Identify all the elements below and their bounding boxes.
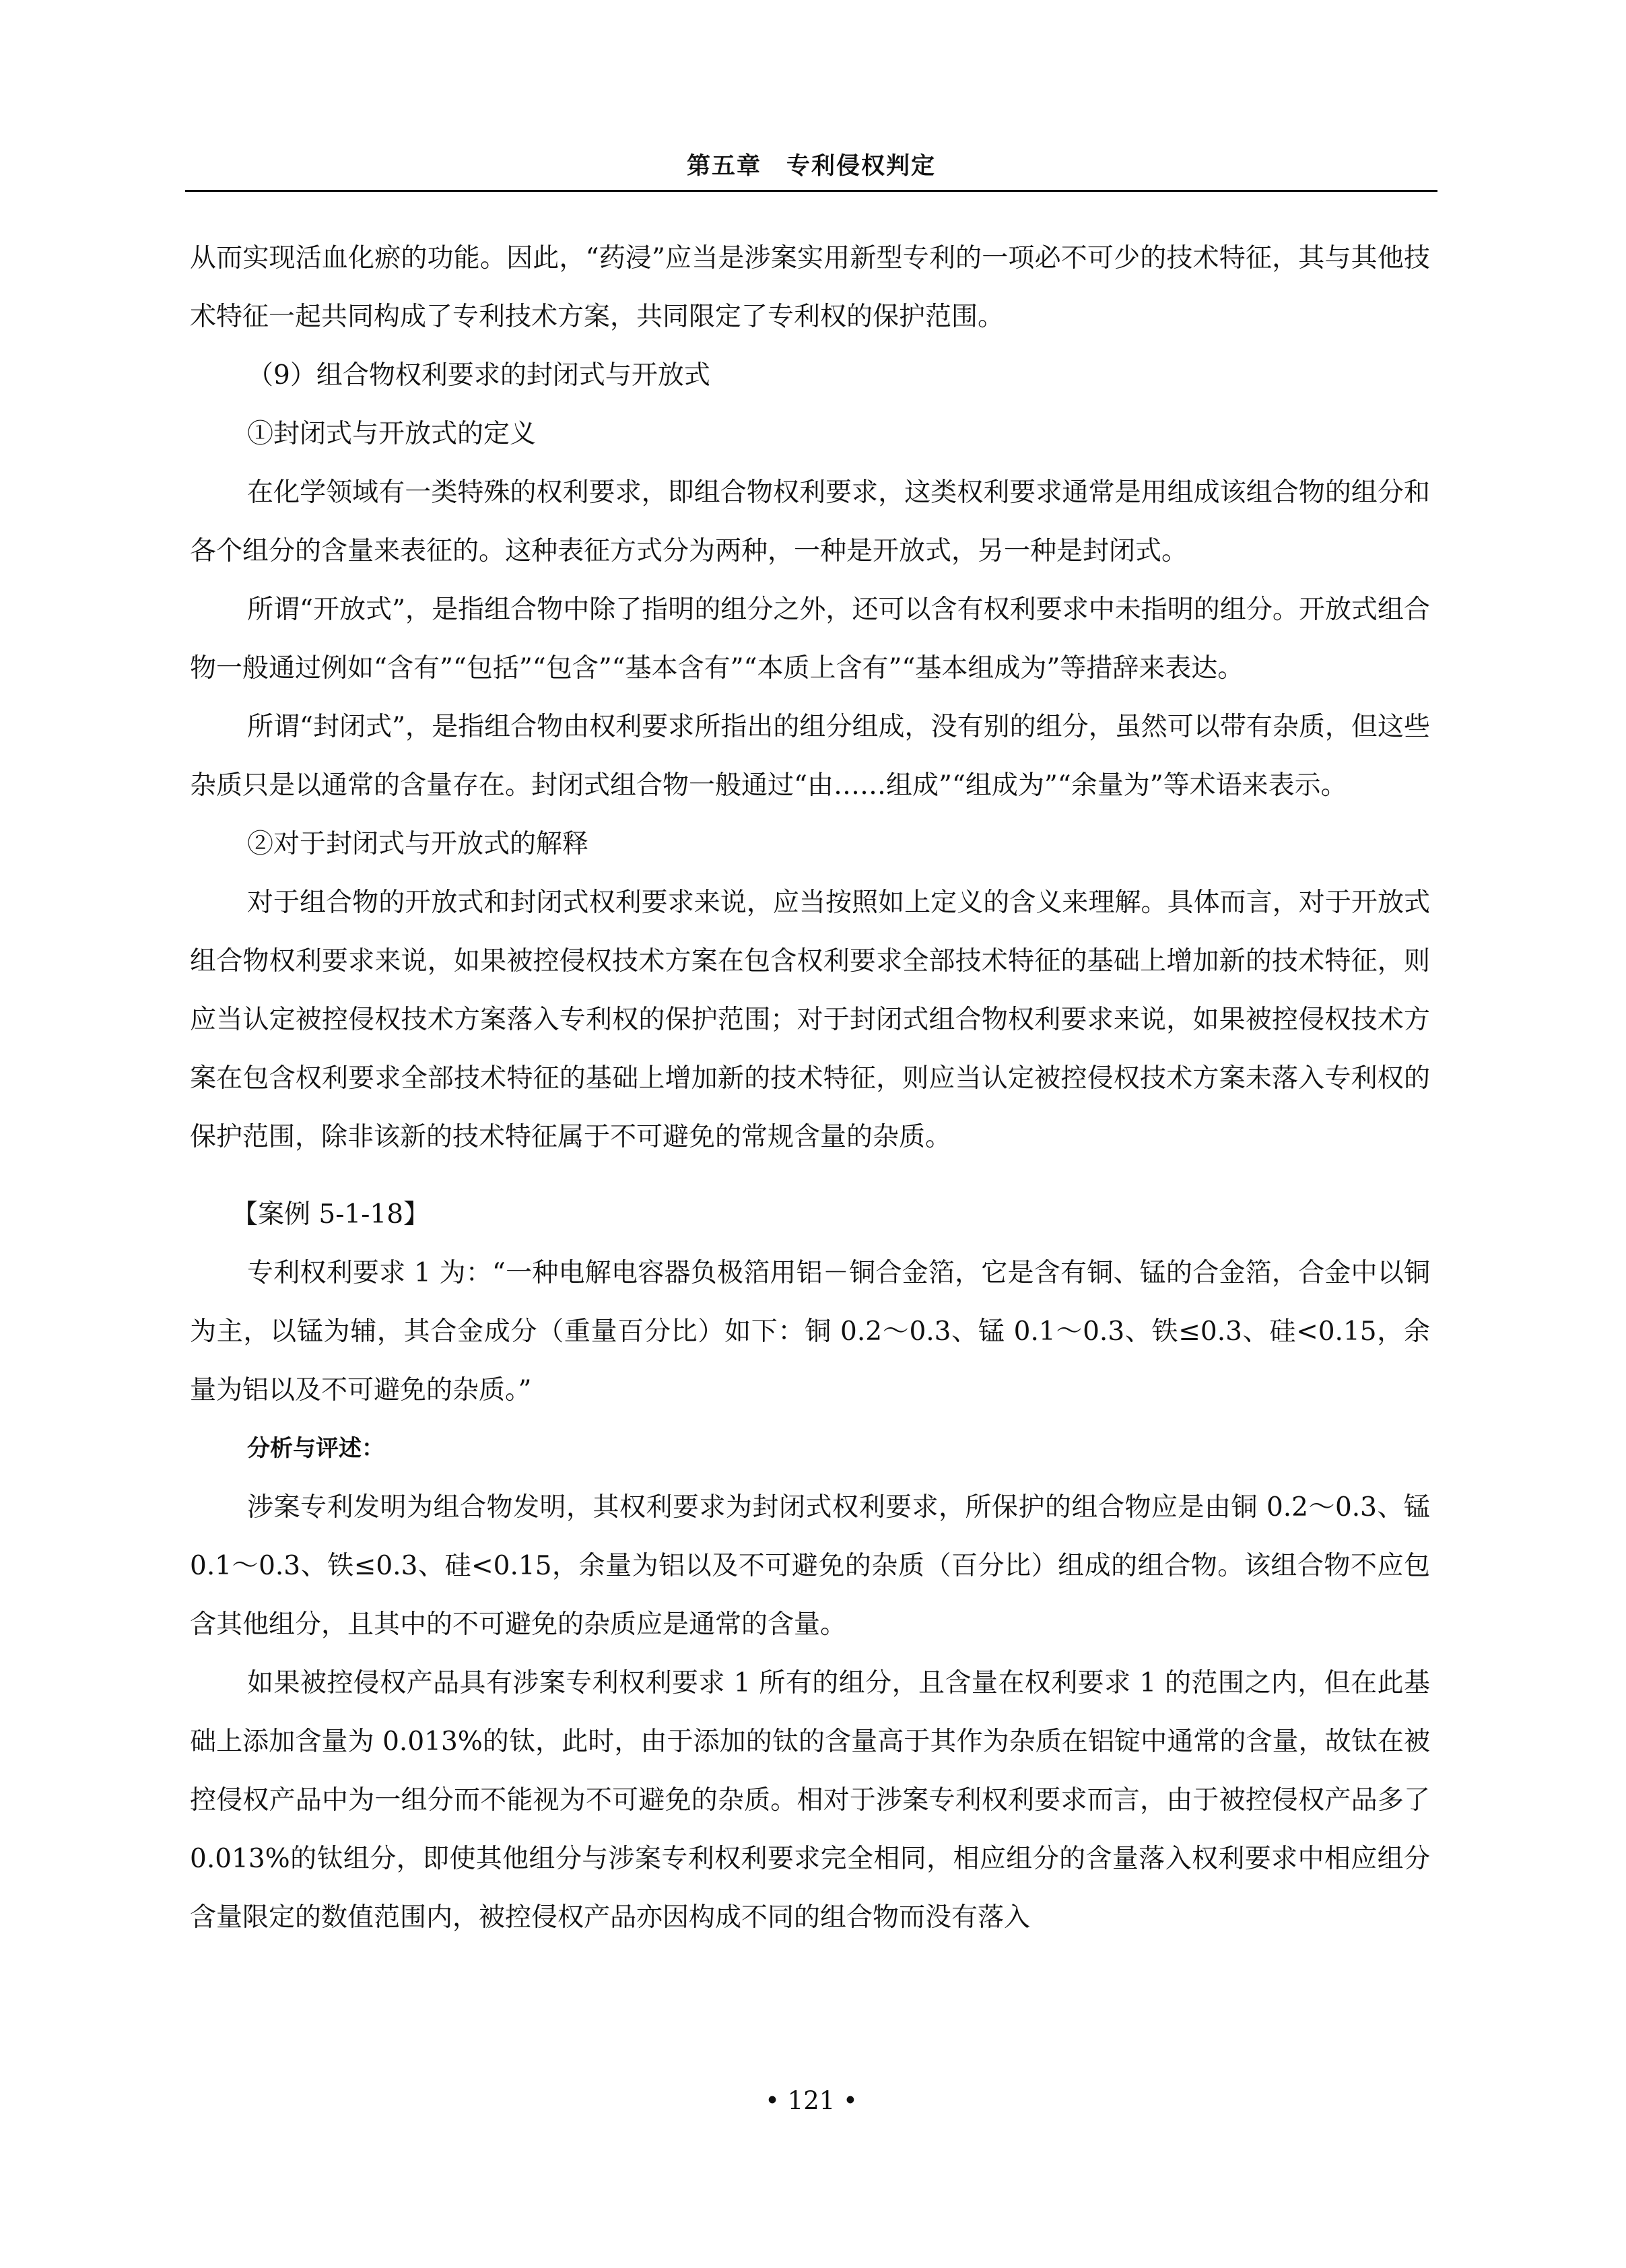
page-body <box>190 229 1430 1947</box>
paragraph-interpretation: 对于组合物的开放式和封闭式权利要求来说，应当按照如上定义的含义来理解。具体而言，对于开放式组合物权利要求来说，如果被控侵权技术方案在包含权利要求全部技术特征的基础上增加新的技术特征，则应当认定被控侵权技术方案落入专利权的保护范围；对于封闭式组合物权利要求来说，如果被控侵权技术方案在包含权利要求全部技术特征的基础上增加新的技术特征，则应当认定被控侵权技术方案未落入专利权的保护范围，除非该新的技术特征属于不可避免的常规含量的杂质。 <box>190 888 1430 1152</box>
case-title: 【案例 5-1-18】 <box>232 1199 430 1230</box>
section-heading-composition-claims: （9）组合物权利要求的封闭式与开放式 <box>247 360 710 391</box>
paragraph-open-definition: 所谓“开放式”，是指组合物中除了指明的组分之外，还可以含有权利要求中未指明的组分。开放式组合物一般通过例如“含有”“包括”“包含”“基本含有”“本质上含有”“基本组成为”等措辞来表达。 <box>190 595 1430 683</box>
page-number: • 121 • <box>765 2086 858 2115</box>
paragraph-closed-definition: 所谓“封闭式”，是指组合物由权利要求所指出的组分组成，没有别的组分，虽然可以带有杂质，但这些杂质只是以通常的含量存在。封闭式组合物一般通过“由……组成”“组成为”“余量为”等术语来表示。 <box>190 712 1430 801</box>
analysis-label: 分析与评述： <box>247 1435 384 1462</box>
header-rule <box>185 190 1437 192</box>
paragraph-continued: 从而实现活血化瘀的功能。因此，“药浸”应当是涉案实用新型专利的一项必不可少的技术特征，其与其他技术特征一起共同构成了专利技术方案，共同限定了专利权的保护范围。 <box>190 243 1430 332</box>
analysis-paragraph: 如果被控侵权产品具有涉案专利权利要求 1 所有的组分，且含量在权利要求 1 的范围之内，但在此基础上添加含量为 0.013%的钛，此时，由于添加的钛的含量高于其作为杂质在铝锭中通常的含量，故钛在被控侵权产品中为一组分而不能视为不可避免的杂质。相对于涉案专利权利要求而言，由于被控侵权产品多了 0.013%的钛组分，即使其他组分与涉案专利权利要求完全相同，相应组分的含量落入权利要求中相应组分含量限定的数值范围内，被控侵权产品亦因构成不同的组合物而没有落入 <box>190 1668 1430 1933</box>
case-claim: 专利权利要求 1 为：“一种电解电容器负极箔用铝－铜合金箔，它是含有铜、锰的合金箔，合金中以铜为主，以锰为辅，其合金成分（重量百分比）如下：铜 0.2～0.3、锰 0.1～0.3、铁≤0.3、硅<0.15，余量为铝以及不可避免的杂质。” <box>190 1258 1430 1405</box>
running-header: 第五章 专利侵权判定 <box>686 152 936 180</box>
analysis-paragraph: 涉案专利发明为组合物发明，其权利要求为封闭式权利要求，所保护的组合物应是由铜 0.2～0.3、锰 0.1～0.3、铁≤0.3、硅<0.15，余量为铝以及不可避免的杂质（百分比）组成的组合物。该组合物不应包含其他组分，且其中的不可避免的杂质应是通常的含量。 <box>190 1492 1430 1640</box>
subheading-definition: ①封闭式与开放式的定义 <box>247 419 537 449</box>
paragraph-composition-claims: 在化学领域有一类特殊的权利要求，即组合物权利要求，这类权利要求通常是用组成该组合物的组分和各个组分的含量来表征的。这种表征方式分为两种，一种是开放式，另一种是封闭式。 <box>190 477 1430 566</box>
subheading-interpretation: ②对于封闭式与开放式的解释 <box>247 829 589 859</box>
